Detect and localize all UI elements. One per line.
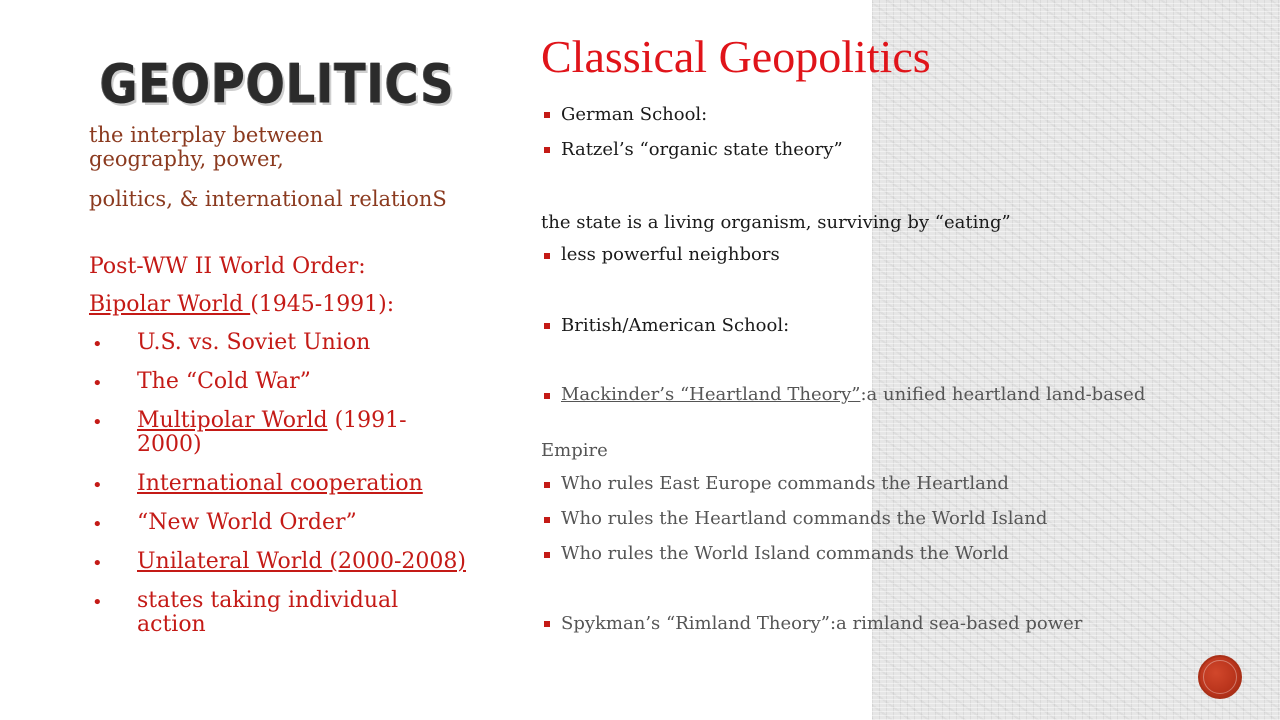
slide-title-classical-geopolitics: Classical Geopolitics <box>541 31 931 82</box>
mackinder-item <box>561 386 1171 404</box>
who-rules-heartland: Who rules the Heartland commands the World Island <box>561 508 1048 529</box>
slide-title-geopolitics: GEOPOLITICS <box>100 52 455 116</box>
list-item-multipolar <box>137 409 447 457</box>
square-bullet <box>544 552 550 558</box>
list-item-us-vs-soviet: U.S. vs. Soviet Union <box>137 330 371 355</box>
bullet-4: • <box>92 475 103 496</box>
bipolar-world-link[interactable]: Bipolar World <box>89 292 251 317</box>
square-bullet <box>544 323 550 329</box>
unilateral-world-link[interactable]: Unilateral World (2000-2008) <box>137 549 466 574</box>
square-bullet <box>544 482 550 488</box>
definition-line-2: geography, power, <box>89 147 284 171</box>
square-bullet <box>544 112 550 118</box>
international-cooperation-link[interactable]: International cooperation <box>137 471 423 496</box>
bullet-2: • <box>92 373 103 394</box>
bullet-5: • <box>92 514 103 535</box>
ratzel-theory: Ratzel’s “organic state theory” <box>561 139 843 160</box>
list-item-new-world-order: “New World Order” <box>137 510 357 535</box>
bullet-1: • <box>92 334 103 355</box>
list-item-cold-war: The “Cold War” <box>137 369 311 394</box>
definition-line-1: the interplay between <box>89 123 324 147</box>
square-bullet <box>544 147 550 153</box>
post-ww2-heading: Post-WW II World Order: <box>89 254 366 279</box>
circle-nav-button[interactable] <box>1198 655 1242 699</box>
german-school: German School: <box>561 104 708 125</box>
spykman-rimland: Spykman’s “Rimland Theory”:a rimland sea-based power <box>561 613 1083 634</box>
square-bullet <box>544 621 550 627</box>
who-rules-east-europe: Who rules East Europe commands the Heartland <box>561 473 1009 494</box>
mackinder-heartland-link[interactable]: Mackinder’s “Heartland Theory” <box>561 384 861 405</box>
square-bullet <box>544 253 550 259</box>
bipolar-world-line <box>89 292 394 317</box>
who-rules-world-island: Who rules the World Island commands the World <box>561 543 1009 564</box>
bullet-6: • <box>92 553 103 574</box>
bullet-3: • <box>92 412 103 433</box>
multipolar-dates: (1991-2000) <box>137 408 407 457</box>
square-bullet <box>544 393 550 399</box>
state-living-organism: the state is a living organism, surviving by “eating” <box>541 212 1011 233</box>
multipolar-world-link[interactable]: Multipolar World <box>137 408 328 433</box>
bipolar-world-dates: (1945-1991): <box>250 292 395 317</box>
less-powerful-neighbors: less powerful neighbors <box>561 244 780 265</box>
mackinder-description: :a unified heartland land-based <box>860 384 1146 405</box>
definition-line-3: politics, & international relationS <box>89 187 447 211</box>
bullet-7: • <box>92 592 103 613</box>
square-bullet <box>544 517 550 523</box>
empire-text: Empire <box>541 440 608 461</box>
list-item-individual-action: states taking individual action <box>137 588 399 637</box>
british-american-school: British/American School: <box>561 315 790 336</box>
